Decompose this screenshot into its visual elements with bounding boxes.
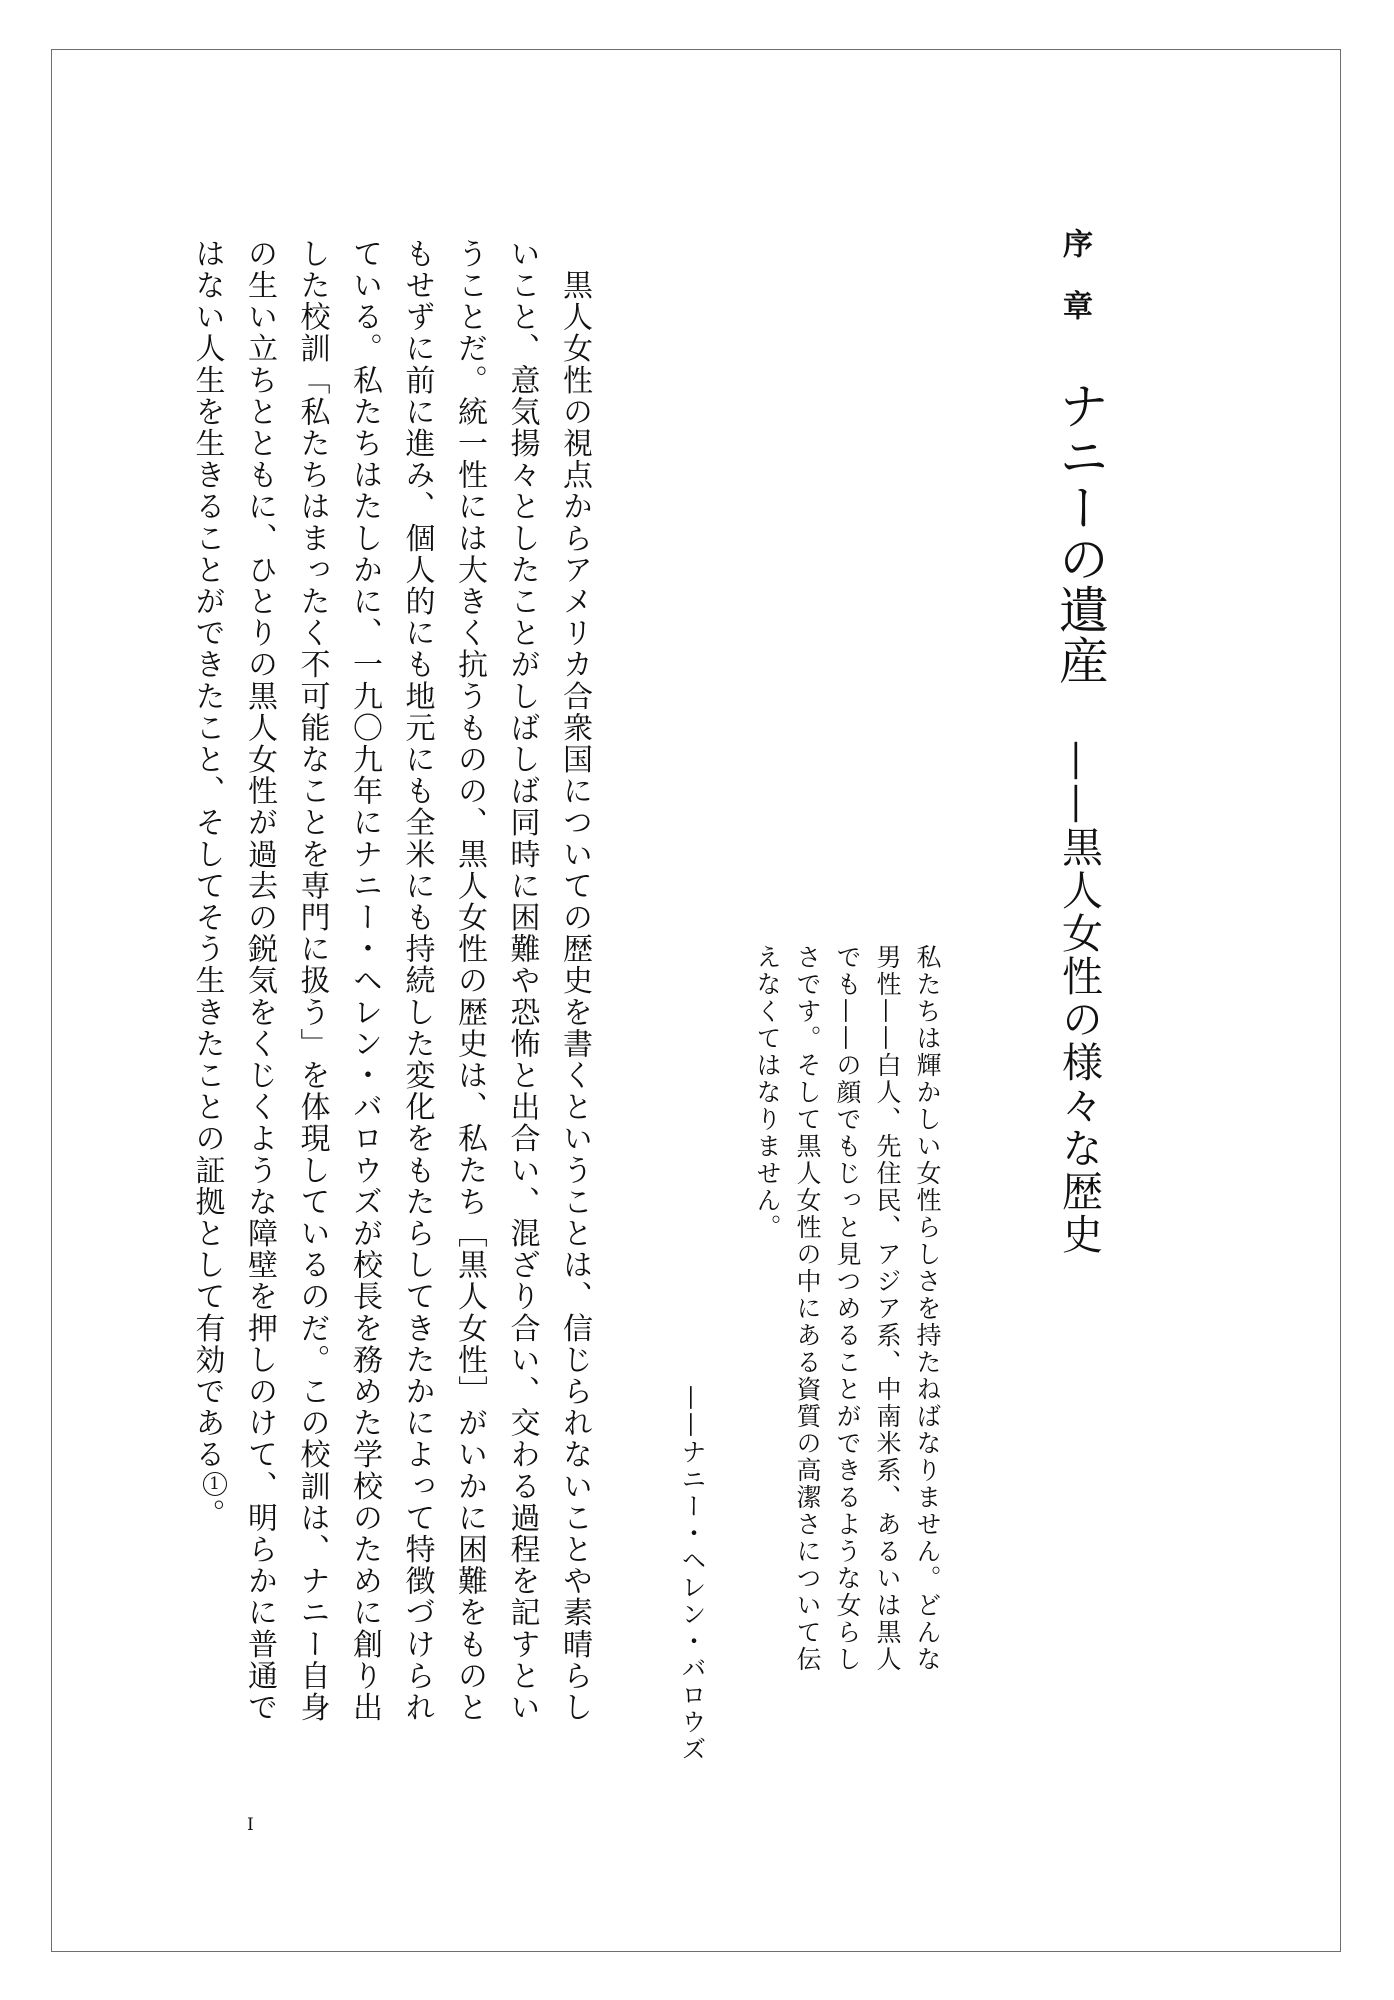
- chapter-label: 序章: [1057, 228, 1092, 352]
- body-line: ている。私たちはたしかに、一九〇九年にナニー・ヘレン・バロウズが校長を務めた学校のために創り出: [347, 238, 382, 1724]
- chapter-title: ナニーの遺産: [1051, 380, 1109, 686]
- epigraph-line: えなくてはなりません。: [753, 944, 782, 1241]
- body-line: 黒人女性の視点からアメリカ合衆国についての歴史を書くということは、信じられないことや素晴らし: [557, 238, 592, 1724]
- page-number: I: [247, 1815, 254, 1835]
- epigraph-attribution: ——ナニー・ヘレン・バロウズ: [678, 1385, 707, 1763]
- epigraph-line: 私たちは輝かしい女性らしさを持たねばなりません。どんな: [913, 944, 942, 1673]
- body-line-last: [180, 238, 233, 1723]
- body-line: した校訓「私たちはまったく不可能なことを専門に扱う」を体現しているのだ。この校訓は、ナニー自身: [294, 238, 330, 1724]
- body-line: うことだ。統一性には大きく抗うものの、黒人女性の歴史は、私たち［黒人女性］がいかに困難をものと: [452, 238, 487, 1724]
- body-line: もせずに前に進み、個人的にも地元にも全米にも持続した変化をもたらしてきたかによって特徴づけられ: [399, 238, 435, 1724]
- body-line-text: はない人生を生きることができたこと、そしてそう生きたことの証拠として有効である: [189, 238, 225, 1471]
- epigraph-text: [747, 944, 947, 1673]
- epigraph-line: でも——の顔でもじっと見つめることができるような女らし: [833, 944, 862, 1673]
- epigraph-line: 男性——白人、先住民、アジア系、中南米系、あるいは黒人: [873, 944, 902, 1673]
- chapter-subtitle: ——黒人女性の様々な歴史: [1055, 740, 1103, 1256]
- footnote-marker[interactable]: 1: [203, 1472, 227, 1496]
- body-line: いこと、意気揚々としたことがしばしば同時に困難や恐怖と出合い、混ざり合い、交わる過程を記すとい: [504, 238, 540, 1724]
- body-line: の生い立ちとともに、ひとりの黒人女性が過去の鋭気をくじくような障壁を押しのけて、明らかに普通で: [242, 238, 277, 1724]
- body-text: [180, 238, 600, 1723]
- body-line-end: 。: [189, 1498, 225, 1531]
- epigraph-line: さです。そして黒人女性の中にある資質の高潔さについて伝: [793, 944, 822, 1673]
